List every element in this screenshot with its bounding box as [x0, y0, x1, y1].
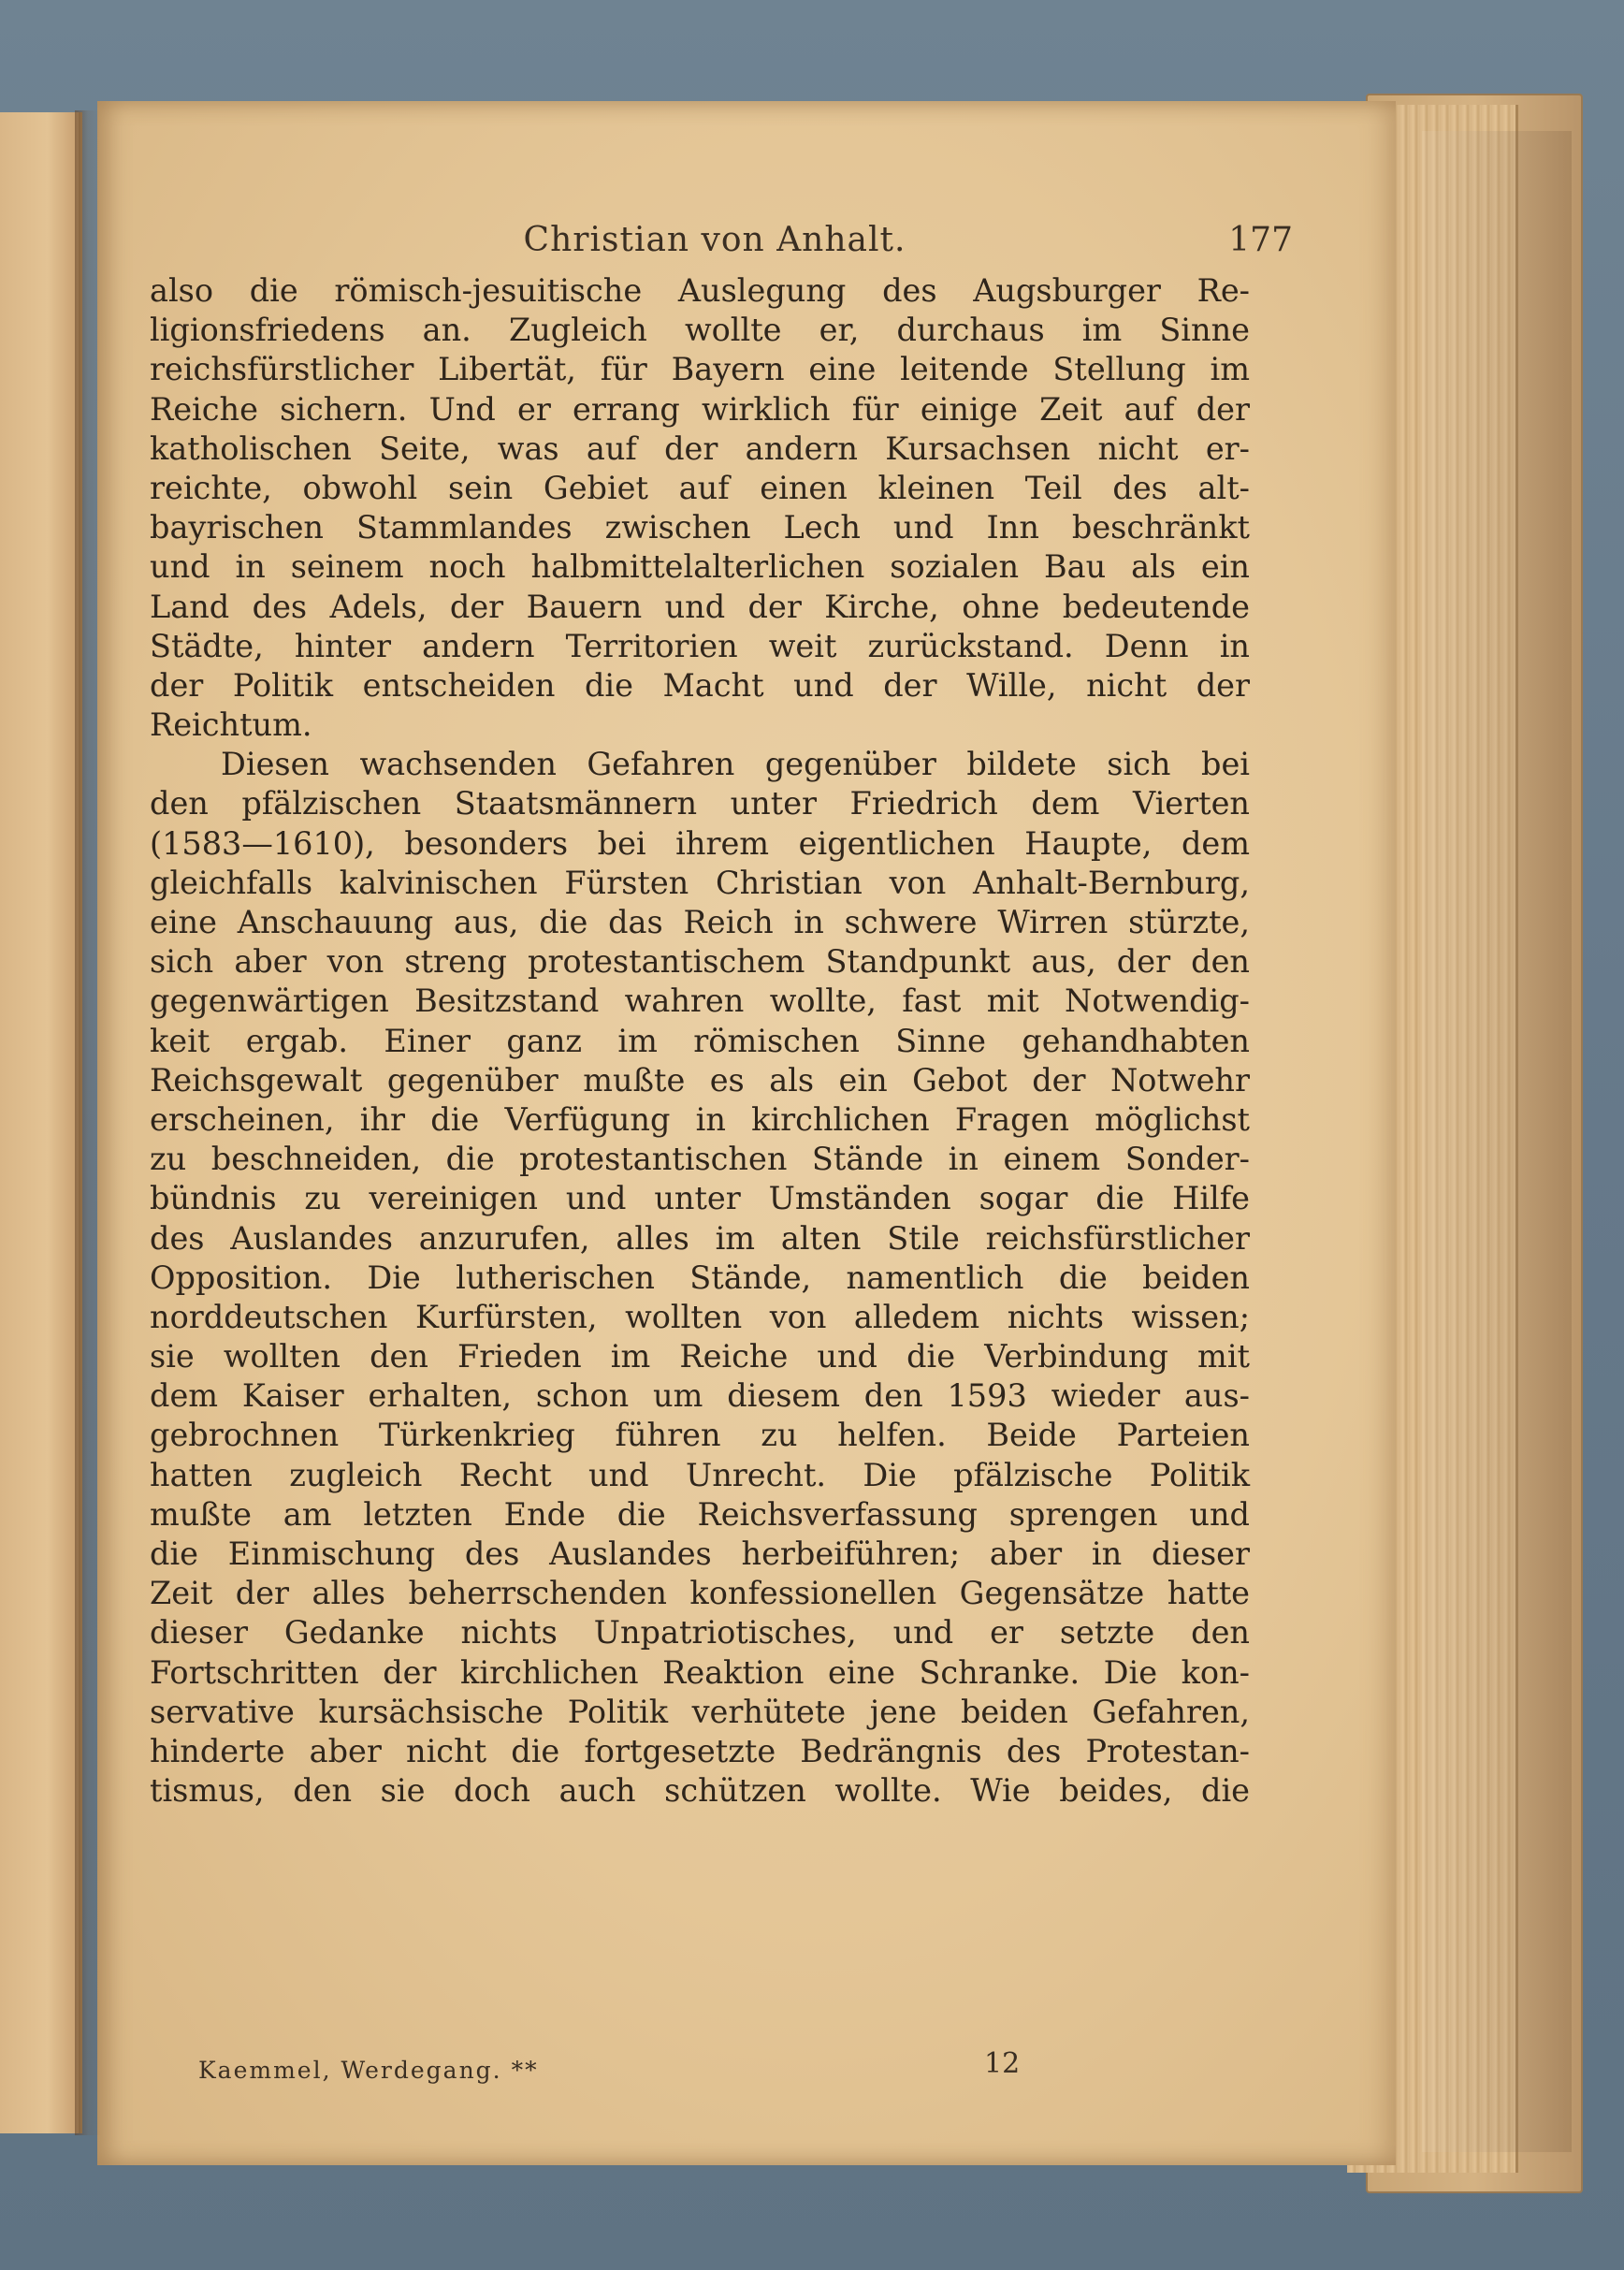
text-line: keit ergab. Einer ganz im römischen Sinne gehandhabten	[150, 1022, 1250, 1059]
text-line: gebrochnen Türkenkrieg führen zu helfen. Beide Parteien	[150, 1417, 1250, 1454]
text-line: dieser Gedanke nichts Unpatriotisches, und er setzte den	[150, 1614, 1250, 1652]
text-line: sich aber von streng protestantischem Standpunkt aus, der den	[150, 943, 1250, 981]
text-line: mußte am letzten Ende die Reichsverfassung sprengen und	[150, 1495, 1250, 1533]
text-line: der Politik entscheiden die Macht und der Wille, nicht der	[150, 666, 1250, 704]
text-line: servative kursächsische Politik verhütete jene beiden Gefahren,	[150, 1693, 1250, 1730]
text-line: reichte, obwohl sein Gebiet auf einen kleinen Teil des alt-	[150, 469, 1250, 506]
text-line: Land des Adels, der Bauern und der Kirche, ohne bedeutende	[150, 588, 1250, 625]
text-line: ligionsfriedens an. Zugleich wollte er, durchaus im Sinne	[150, 312, 1250, 349]
signature-mark: Kaemmel, Werdegang. **	[198, 2057, 539, 2084]
text-line: eine Anschauung aus, die das Reich in schwere Wirren stürzte,	[150, 904, 1250, 940]
cover-edge-shade	[1422, 131, 1572, 2152]
book-page	[97, 101, 1396, 2165]
previous-page-sliver	[0, 112, 82, 2133]
text-line: den pfälzischen Staatsmännern unter Friedrich dem Vierten	[150, 785, 1250, 822]
text-line: also die römisch-jesuitische Auslegung des Augsburger Re-	[150, 272, 1250, 309]
text-line: hinderte aber nicht die fortgesetzte Bedrängnis des Protestan-	[150, 1732, 1250, 1769]
body-text	[150, 271, 1250, 1811]
text-line: dem Kaiser erhalten, schon um diesem den 1593 wieder aus-	[150, 1377, 1250, 1415]
text-line: reichsfürstlicher Libertät, für Bayern eine leitende Stellung im	[150, 351, 1250, 388]
text-line: Fortschritten der kirchlichen Reaktion eine Schranke. Die kon-	[150, 1653, 1250, 1691]
text-line: gegenwärtigen Besitzstand wahren wollte, fast mit Notwendig-	[150, 982, 1250, 1020]
text-line: erscheinen, ihr die Verfügung in kirchlichen Fragen möglichst	[150, 1100, 1250, 1138]
page-number: 177	[1228, 221, 1293, 259]
text-line: tismus, den sie doch auch schützen wollte. Wie beides, die	[150, 1772, 1250, 1810]
text-line: norddeutschen Kurfürsten, wollten von alledem nichts wissen;	[150, 1298, 1250, 1335]
text-line: Reichsgewalt gegenüber mußte es als ein Gebot der Notwehr	[150, 1061, 1250, 1099]
text-line: gleichfalls kalvinischen Fürsten Christian von Anhalt-Bernburg,	[150, 864, 1250, 901]
text-line: Zeit der alles beherrschenden konfessionellen Gegensätze hatte	[150, 1575, 1250, 1612]
text-line: bayrischen Stammlandes zwischen Lech und Inn beschränkt	[150, 509, 1250, 546]
text-line: hatten zugleich Recht und Unrecht. Die pfälzische Politik	[150, 1456, 1250, 1493]
sheet-number: 12	[984, 2047, 1021, 2080]
text-line: katholischen Seite, was auf der andern Kursachsen nicht er-	[150, 429, 1250, 467]
text-line: (1583—1610), besonders bei ihrem eigentlichen Haupte, dem	[150, 824, 1250, 862]
paragraph-start-line: Diesen wachsenden Gefahren gegenüber bildete sich bei	[221, 746, 1250, 783]
text-line: Reiche sichern. Und er errang wirklich für einige Zeit auf der	[150, 390, 1250, 428]
running-title: Christian von Anhalt.	[523, 221, 906, 259]
text-line: bündnis zu vereinigen und unter Umständen sogar die Hilfe	[150, 1180, 1250, 1217]
text-line: Städte, hinter andern Territorien weit zurückstand. Denn in	[150, 627, 1250, 664]
paragraph-end-line: Reichtum.	[150, 706, 312, 744]
text-line: und in seinem noch halbmittelalterlichen sozialen Bau als ein	[150, 548, 1250, 586]
text-line: die Einmischung des Auslandes herbeiführen; aber in dieser	[150, 1535, 1250, 1572]
text-line: des Auslandes anzurufen, alles im alten Stile reichsfürstlicher	[150, 1219, 1250, 1257]
text-line: sie wollten den Frieden im Reiche und die Verbindung mit	[150, 1338, 1250, 1375]
text-line: zu beschneiden, die protestantischen Stände in einem Sonder-	[150, 1141, 1250, 1178]
text-line: Opposition. Die lutherischen Stände, namentlich die beiden	[150, 1259, 1250, 1296]
gutter-shadow	[75, 110, 101, 2135]
